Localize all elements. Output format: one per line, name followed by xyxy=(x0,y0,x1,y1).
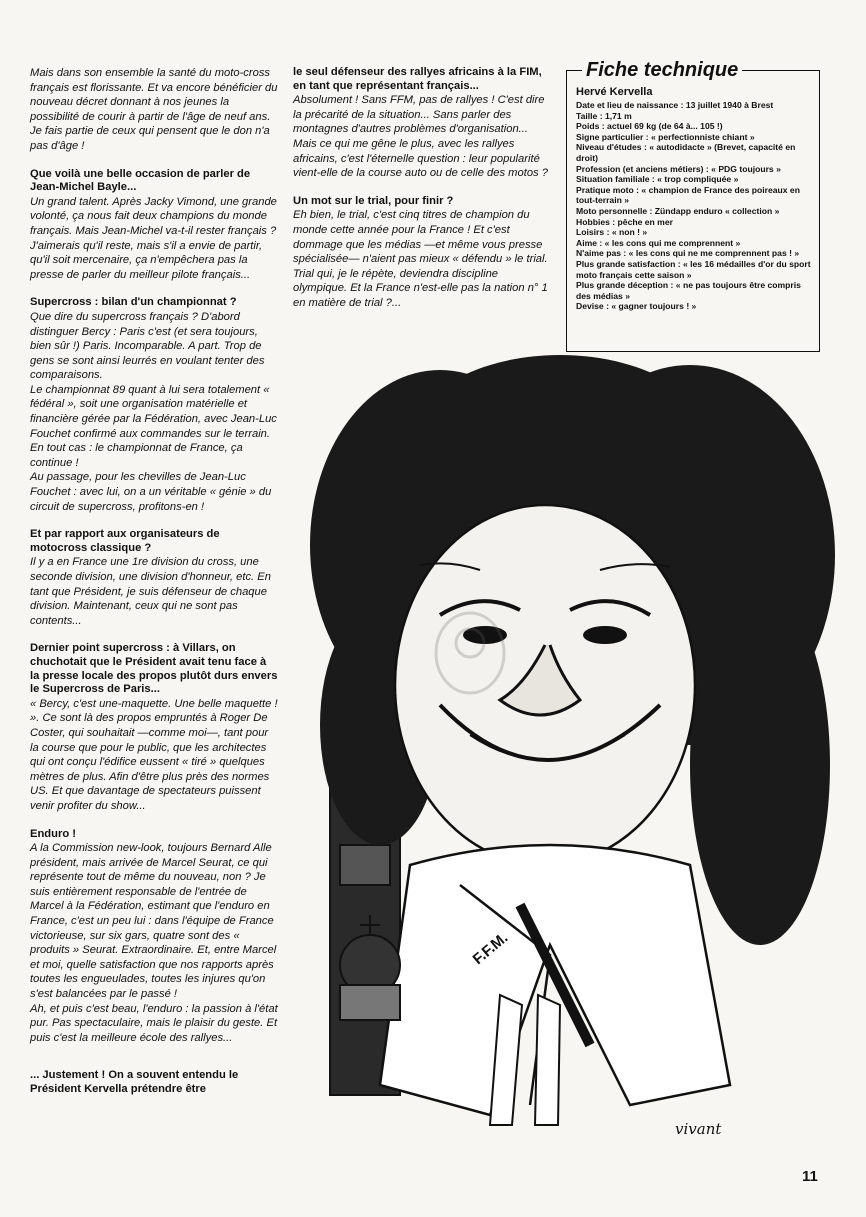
paragraph: Il y a en France une 1re division du cross, une seconde division, une division d'honneur, etc. En tant que Président, je suis défenseur de chaque division. Maintenant, ceux qui ne sont pas contents... xyxy=(30,556,271,627)
paragraph: Eh bien, le trial, c'est cinq titres de champion du monde cette année pour la France ! Et c'est dommage que les médias —et même vous presse spécialisée— n'aient pas mieux « défendu » le trial. Trial qui, je le répète, deviendra discipline olympique. Et la France n'est-elle pas la nation n° 1 en matière de trial ?... xyxy=(293,209,548,309)
paragraph: Mais dans son ensemble la santé du moto-cross français est florissante. Et va encore bénéficier du nouveau décret donnant à nos jeunes la possibilité de courir à partir de l'âge de neuf ans. Je fais partie de ceux qui pensent que le don n'a pas d'âge ! xyxy=(30,67,278,152)
fact-row: Hobbies : pêche en mer xyxy=(576,216,673,227)
caricature-illustration xyxy=(290,345,850,1145)
fact-row: Signe particulier : « perfectionniste chiant » xyxy=(576,131,755,142)
fact-row: Profession (et anciens métiers) : « PDG toujours » xyxy=(576,163,781,174)
fact-row: Pratique moto : « champion de France des poireaux en tout-terrain » xyxy=(576,184,800,206)
interview-question: ... Justement ! On a souvent entendu le Président Kervella prétendre être xyxy=(30,1069,239,1095)
fact-row: Poids : actuel 69 kg (de 64 à... 105 !) xyxy=(576,121,723,132)
fact-row: Situation familiale : « trop compliquée » xyxy=(576,174,739,185)
article-column-1 xyxy=(30,66,278,1097)
fact-row: Moto personnelle : Zündapp enduro « collection » xyxy=(576,205,780,216)
fact-row: Plus grande déception : « ne pas toujours être compris des médias » xyxy=(576,280,801,301)
paragraph: Le championnat 89 quant à lui sera totalement « fédéral », soit une organisation matérielle et financière gérée par la Fédération, avec Jean-Luc Fouchet confirmé aux commandes sur le terrain. En tout cas : le championnat de France, ça continue ! xyxy=(30,383,277,469)
paragraph: Que dire du supercross français ? D'abord distinguer Bercy : Paris c'est (et sera toujours, bien sûr !) Paris. Incomparable. A part. Trop de gens se sont ainsi leurrés en voulant tenter des comparaisons. xyxy=(30,310,265,382)
fact-row: Date et lieu de naissance : 13 juillet 1940 à Brest xyxy=(576,100,774,110)
article-column-2 xyxy=(293,66,548,311)
watermark-stamp xyxy=(430,608,510,698)
paragraph: Ah, et puis c'est beau, l'enduro : la passion à l'état pur. Pas spectaculaire, mais le plaisir du geste. Et puis c'est la meilleure école des rallyes... xyxy=(30,1002,278,1044)
interview-question: Un mot sur le trial, pour finir ? xyxy=(293,194,454,207)
fact-row: N'aime pas : « les cons qui ne me comprennent pas ! » xyxy=(576,248,800,259)
fact-row: Niveau d'études : « autodidacte » (Brevet, capacité en droit) xyxy=(576,142,796,163)
artist-signature: vivant xyxy=(675,1120,722,1138)
fact-box-title: Fiche technique xyxy=(582,58,742,82)
interview-question: Et par rapport aux organisateurs de motocross classique ? xyxy=(30,528,220,554)
fact-row: Loisirs : « non ! » xyxy=(576,227,648,238)
paragraph: A la Commission new-look, toujours Bernard Alle président, mais arrivée de Marcel Seurat, ce qui représente tout de même du nouveau, non ? Je suis entièrement responsable de l'entrée de Marcel à la Fédération, estimant que l'enduro en France, c'est un peu lui : dans l'équipe de France victorieuse, sur six gars, quatre sont des « produits » Seurat. Extraordinaire. Et, entre Marcel et moi, quelle satisfaction que nos rapports après toutes les engueulades, toutes les injures qu'on s'est balancées par le passé ! xyxy=(30,842,277,1001)
fact-row: Aime : « les cons qui me comprennent » xyxy=(576,237,741,248)
paragraph: « Bercy, c'est une-maquette. Une belle maquette ! ». Ce sont là des propos empruntés à Roger De Coster, qui souhaitait —comme moi—, tant pour la course que pour le public, que les architectes qui ont conçu l'édifice eussent « tiré » quelques mètres de plus. Afin d'être plus près des normes US. Et que davantage de spectateurs puissent venir profiter du show... xyxy=(30,697,278,812)
subject-name: Hervé Kervella xyxy=(576,86,653,98)
sash-lettering: F.F.M. xyxy=(469,929,512,969)
fact-box-body xyxy=(576,86,812,312)
page-number: 11 xyxy=(802,1168,818,1185)
interview-question: le seul défenseur des rallyes africains à la FIM, en tant que représentant français... xyxy=(293,66,542,92)
paragraph: Au passage, pour les chevilles de Jean-Luc Fouchet : avec lui, on a un véritable « génie » du circuit de supercross, profitons-en ! xyxy=(30,471,272,513)
interview-question: Que voilà une belle occasion de parler de Jean-Michel Bayle... xyxy=(30,167,251,194)
paragraph: Absolument ! Sans FFM, pas de rallyes ! C'est dire la précarité de la situation... Sans parler des montagnes d'autres problèmes d'organisation... Mais ce qui me gêne le plus, avec les rallyes africains, c'est l'éternelle question : leur popularité vient-elle de la course auto ou de celle des motos ? xyxy=(293,94,548,180)
interview-question: Enduro ! xyxy=(30,827,76,840)
interview-question: Supercross : bilan d'un championnat ? xyxy=(30,296,237,309)
interview-question: Dernier point supercross : à Villars, on chuchotait que le Président avait tenu face à la presse locale des propos plutôt durs envers le Supercross de Paris... xyxy=(30,642,278,696)
fact-row: Devise : « gagner toujours ! » xyxy=(576,301,697,312)
fact-row: Taille : 1,71 m xyxy=(576,110,632,121)
paragraph: Un grand talent. Après Jacky Vimond, une grande volonté, ça nous fait deux champions du monde français. Mais Jean-Michel va-t-il rester français ? J'aimerais qu'il reste, mais s'il a envie de partir, qu'il soit mercenaire, ça n'empêchera pas la presse de parler du meilleur pilote français... xyxy=(30,195,277,281)
fact-row: Plus grande satisfaction : « les 16 médailles d'or du sport moto français cette saison » xyxy=(576,258,811,280)
